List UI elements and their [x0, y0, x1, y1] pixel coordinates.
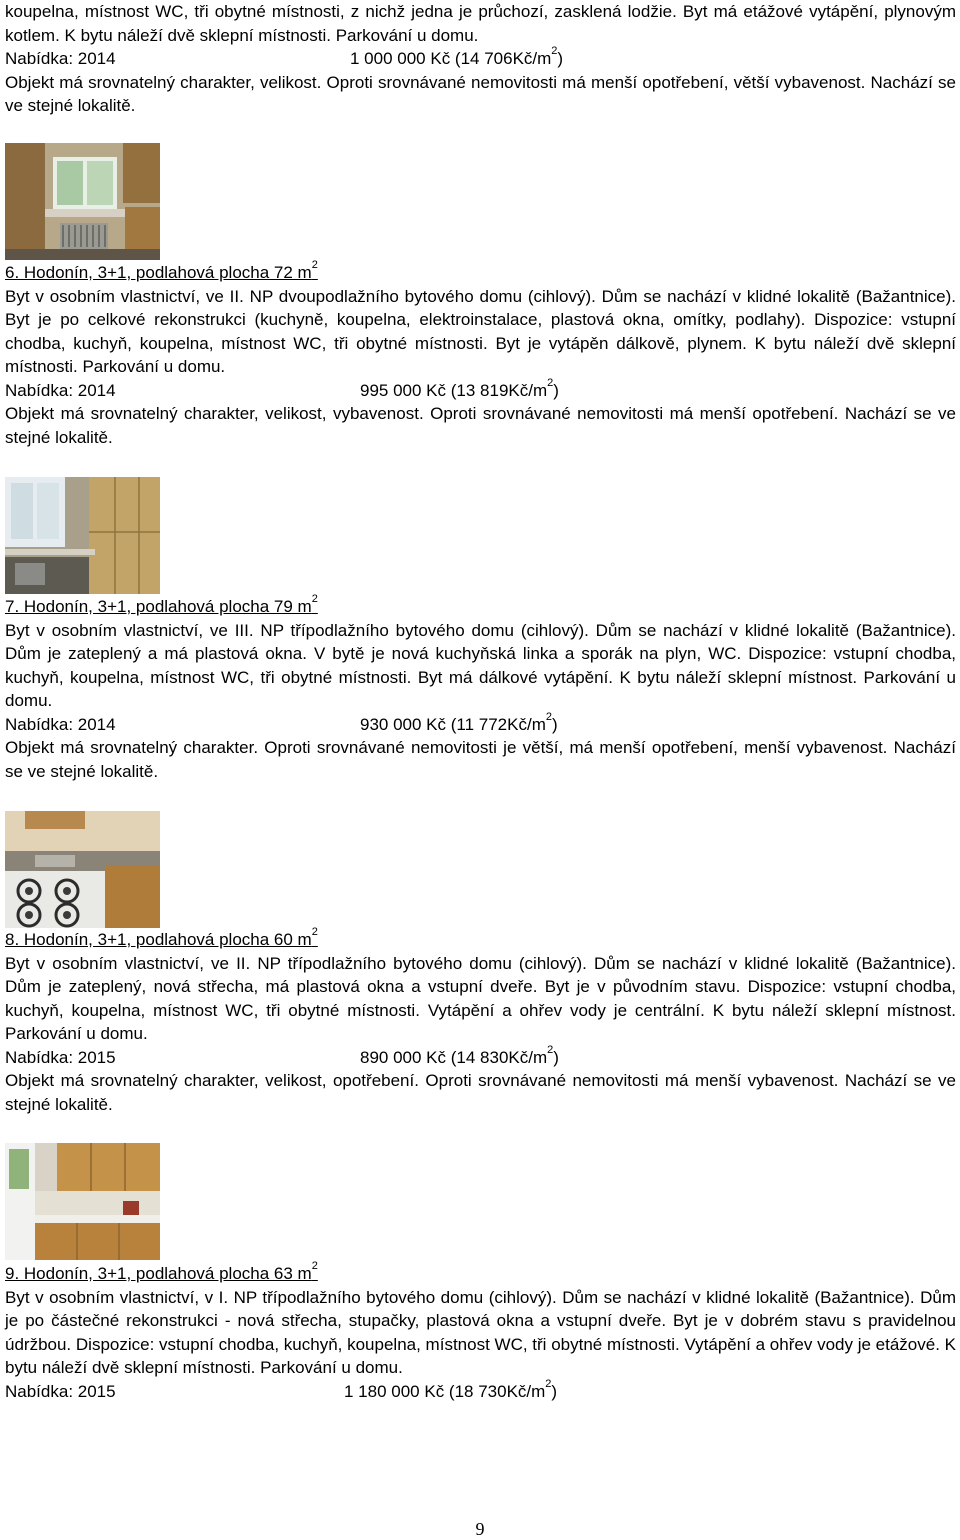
listing-6: [5, 261, 956, 449]
listing-offer: [5, 376, 956, 403]
offer-price: 930 000 Kč (11 $772Kč/m^2$): [360, 710, 558, 734]
offer-label: Nabídka: 2015: [5, 1381, 116, 1401]
intro-block: [5, 0, 956, 118]
offer-label: Nabídka: 2014: [5, 714, 116, 734]
listing-7: [5, 595, 956, 783]
offer-price: 1 180 000 Kč (18 $730Kč/m^2$): [344, 1377, 558, 1401]
listing-description: Byt v osobním vlastnictví, v I. NP třípodlažního bytového domu (cihlový). Dům se nachází v klidné lokalitě (Bažantnice). Dům je po částečné rekonstrukci - nová střecha, stupačky, plastová okna a vstupní dveře. Byt je v dobrém stavu s pravidelnou údržbou. Dispozice: vstupní chodba, kuchyň, koupelna, místnost WC, tři obytné místnosti. Vytápění a ohřev vody je etážové. K bytu náleží dvě sklepní místnosti. Parkování u domu.: [5, 1287, 956, 1377]
offer-label: Nabídka: 2014: [5, 49, 116, 68]
listing-offer: [5, 1043, 956, 1070]
offer-price: 890 000 Kč (14 $830Kč/m^2$): [360, 1043, 559, 1067]
page-number: 9: [475, 1519, 485, 1539]
gas-stove-photo: [5, 811, 160, 928]
offer-label: Nabídka: 2015: [5, 1047, 116, 1067]
listing-assessment: Objekt má srovnatelný charakter, velikost, vybavenost. Oproti srovnávané nemovitosti má menší opotřebení. Nachází se ve stejné lokalitě.: [5, 404, 956, 447]
listing-offer: [5, 1377, 956, 1404]
offer-label: Nabídka: 2014: [5, 380, 116, 400]
intro-offer: [5, 47, 956, 71]
listing-description: Byt v osobním vlastnictví, ve III. NP třípodlažního bytového domu (cihlový). Dům se nachází v klidné lokalitě (Bažantnice). Dům je zateplený a má plastová okna. V bytě je nová kuchyňská linka a sporák na plyn, WC. Dispozice: vstupní chodba, kuchyň, koupelna, místnost WC, tři obytné místnosti. Byt má dálkové vytápění. K bytu náleží sklepní místnost. Parkování u domu.: [5, 620, 956, 710]
listing-description: Byt v osobním vlastnictví, ve II. NP třípodlažního bytového domu (cihlový). Dům se nachází v klidné lokalitě (Bažantnice). Dům je zateplený, nová střecha, má plastová okna a vstupní dveře. Byt je v původním stavu. Dispozice: vstupní chodba, kuchyň, koupelna, místnost WC, tři obytné místnosti. Vytápění a ohřev vody je centrální. K bytu náleží sklepní místnost. Parkování u domu.: [5, 953, 956, 1043]
kitchen-counter-photo: [5, 1143, 160, 1260]
listing-heading: 9. Hodonín, 3+1, podlahová plocha 63 $m^2$: [5, 1260, 318, 1283]
listing-offer: [5, 710, 956, 737]
offer-price: 1 000 000 Kč (14 $706Kč/m^2$): [350, 45, 564, 68]
intro-assessment: Objekt má srovnatelný charakter, velikost. Oproti srovnávané nemovitosti má menší opotřebení, větší vybavenost. Nachází se ve stejné lokalitě.: [5, 72, 956, 115]
listing-8: [5, 928, 956, 1116]
listing-heading: 8. Hodonín, 3+1, podlahová plocha 60 $m^2$: [5, 926, 318, 949]
listing-heading: 7. Hodonín, 3+1, podlahová plocha 79 $m^2$: [5, 593, 318, 616]
listing-assessment: Objekt má srovnatelný charakter, velikost, opotřebení. Oproti srovnávané nemovitosti má menší vybavenost. Nachází se ve stejné lokalitě.: [5, 1071, 956, 1114]
listing-heading: 6. Hodonín, 3+1, podlahová plocha 72 $m^2$: [5, 259, 318, 282]
offer-price: 995 000 Kč (13 $819Kč/m^2$): [360, 376, 559, 400]
intro-description: koupelna, místnost WC, tři obytné místnosti, z nichž jedna je průchozí, zasklená lodžie. Byt má etážové vytápění, plynovým kotlem. K bytu náleží dvě sklepní místnosti. Parkování u domu.: [5, 2, 956, 45]
listing-9: [5, 1262, 956, 1403]
kitchen-sink-photo: [5, 477, 160, 594]
kitchen-window-photo: [5, 143, 160, 260]
listing-description: Byt v osobním vlastnictví, ve II. NP dvoupodlažního bytového domu (cihlový). Dům se nachází v klidné lokalitě (Bažantnice). Byt je po celkové rekonstrukci (kuchyně, koupelna, elektroinstalace, plastová okna, omítky, podlahy). Dispozice: vstupní chodba, kuchyň, koupelna, místnost WC, tři obytné místnosti. Byt je vytápěn dálkově, plynem. K bytu náleží dvě sklepní místnosti. Parkování u domu.: [5, 286, 956, 376]
listing-assessment: Objekt má srovnatelný charakter. Oproti srovnávané nemovitosti je větší, má menší opotřebení, menší vybavenost. Nachází se ve stejné lokalitě.: [5, 738, 956, 781]
